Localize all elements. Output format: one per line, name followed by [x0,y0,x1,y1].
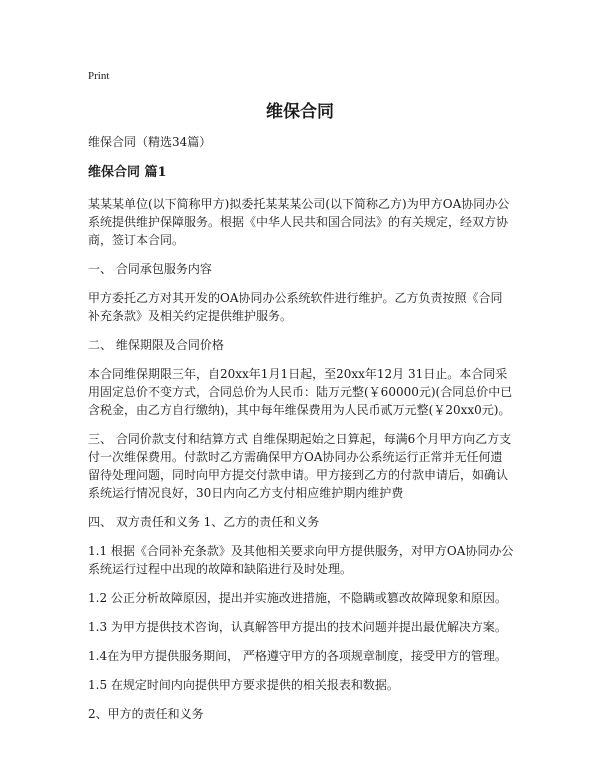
paragraph-item-1-4: 1.4在为甲方提供服务期间， 严格遵守甲方的各项规章制度，接受甲方的管理。 [88,649,507,663]
paragraph-item-1-3: 1.3 为甲方提供技术咨询，认真解答甲方提出的技术问题并提出最优解决方案。 [88,620,507,634]
print-link[interactable]: Print [88,70,110,82]
document-subtitle: 维保合同（精选34篇） [88,135,212,149]
paragraph-term-price: 本合同维保期限三年，自20xx年1月1日起，至20xx年12月 31日止。本合同采用固定总价不变方式，合同总价为人民币：陆万元整(￥60000元)(合同总价中已含税金，由乙方自行缴纳)，其中每年维保费用为人民币贰万元整(￥20xx0元)。 [88,367,513,417]
paragraph-intro: 某某某单位(以下简称甲方)拟委托某某某公司(以下简称乙方)为甲方OA协同办公系统提供维护保障服务。根据《中华人民共和国合同法》的有关规定，经双方协商，签订本合同。 [88,197,510,247]
document-title: 维保合同 [266,102,334,122]
section-heading: 维保合同 篇1 [88,165,167,180]
paragraph-item-1-2: 1.2 公正分析故障原因，提出并实施改进措施，不隐瞒或篡改故障现象和原因。 [88,591,507,605]
clause-heading-2: 二、 维保期限及合同价格 [88,338,224,352]
clause-heading-1: 一、 合同承包服务内容 [88,262,212,276]
paragraph-item-1-5: 1.5 在规定时间内向提供甲方要求提供的相关报表和数据。 [88,678,399,692]
paragraph-party-a-duties: 2、甲方的责任和义务 [88,707,204,721]
paragraph-service-content: 甲方委托乙方对其开发的OA协同办公系统软件进行维护。乙方负责按照《合同补充条款》及相关约定提供维护服务。 [88,291,503,323]
clause-heading-4: 四、 双方责任和义务 1、乙方的责任和义务 [88,515,320,529]
document-body [88,133,514,734]
paragraph-item-1-1: 1.1 根据《合同补充条款》及其他相关要求向甲方提供服务，对甲方OA协同办公系统运行过程中出现的故障和缺陷进行及时处理。 [88,544,514,576]
paragraph-payment: 三、 合同价款支付和结算方式 自维保期起始之日算起，每满6个月甲方向乙方支付一次维保费用。付款时乙方需确保甲方OA协同办公系统运行正常并无任何遗留待处理问题，同时向甲方提交付款申请。甲方接到乙方的付款申请后，如确认系统运行情况良好，30日内向乙方支付相应维护期内维护费 [88,432,512,500]
